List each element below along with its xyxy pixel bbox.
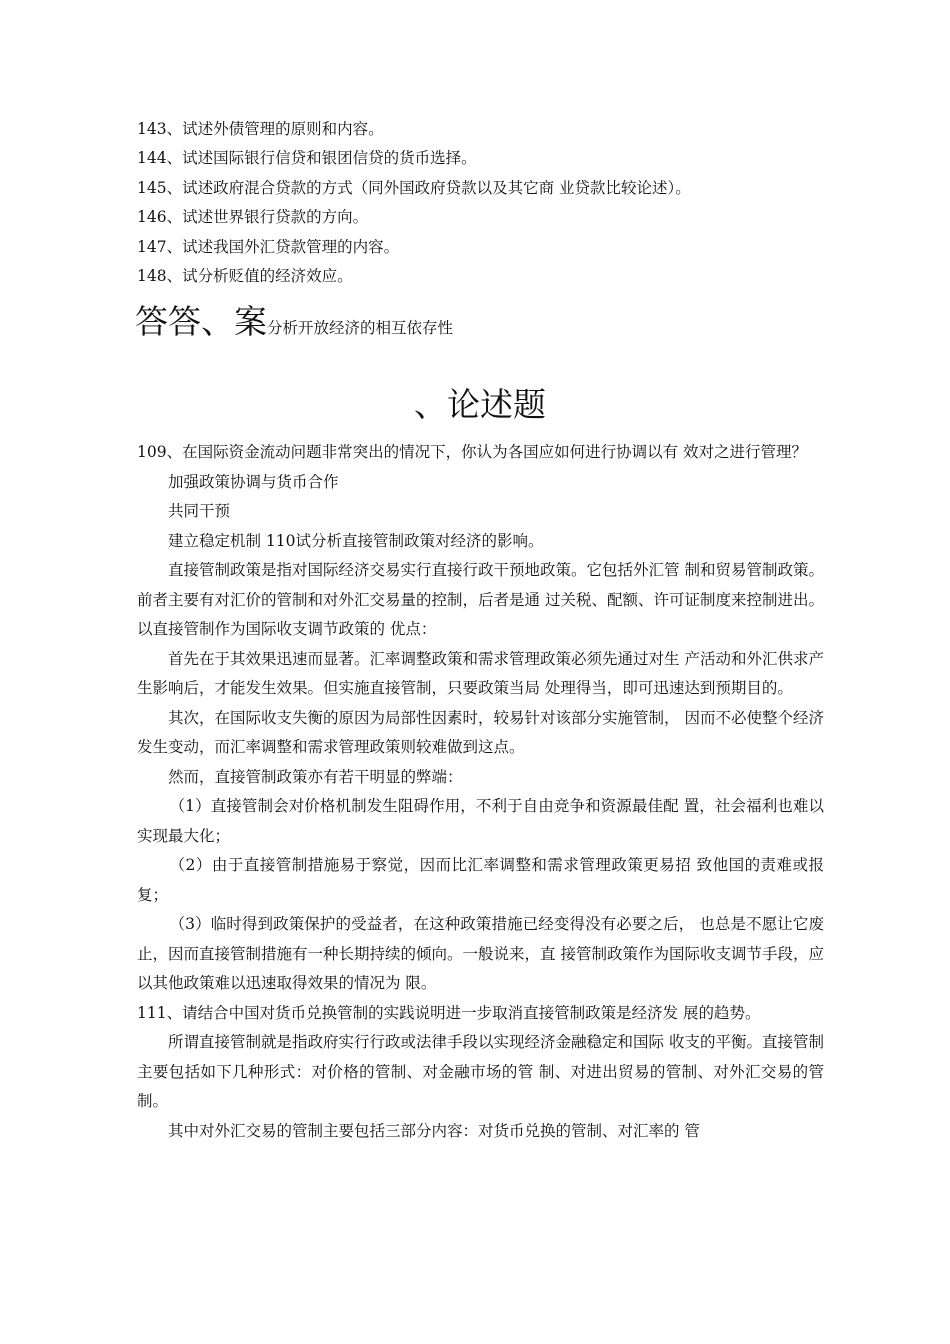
body-paragraph: 首先在于其效果迅速而显著。汇率调整政策和需求管理政策必须先通过对生 产活动和外汇供求产生影响后，才能发生效果。但实施直接管制，只要政策当局 处理得当，即可迅速达到预期目的。 xyxy=(137,649,824,697)
numbered-paragraph: （1）直接管制会对价格机制发生阻碍作用，不利于自由竞争和资源最佳配 置，社会福利也难以实现最大化； xyxy=(137,797,824,845)
question-paragraph: 111、请结合中国对货币兑换管制的实践说明进一步取消直接管制政策是经济发 展的趋势。 xyxy=(137,1003,761,1022)
essay-body xyxy=(137,438,824,1146)
question-item: 144、试述国际银行信贷和银团信贷的货币选择。 xyxy=(137,149,477,168)
numbered-paragraph: （3）临时得到政策保护的受益者，在这种政策措施已经变得没有必要之后， 也总是不愿让它废止，因而直接管制措施有一种长期持续的倾向。一般说来，直 接管制政策作为国际收支调节手段，应以其他政策难以迅速取得效果的情况为 限。 xyxy=(137,915,824,992)
body-paragraph: 其中对外汇交易的管制主要包括三部分内容：对货币兑换的管制、对汇率的 管 xyxy=(168,1121,700,1140)
answer-point: 加强政策协调与货币合作 xyxy=(168,472,339,491)
answer-point: 建立稳定机制 110试分析直接管制政策对经济的影响。 xyxy=(168,531,544,550)
answer-heading-small: 分析开放经济的相互依存性 xyxy=(267,319,454,337)
body-paragraph: 直接管制政策是指对国际经济交易实行直接行政干预地政策。它包括外汇管 制和贸易管制政策。前者主要有对汇价的管制和对外汇交易量的控制，后者是通 过关税、配额、许可证制度来控制进出。以直接管制作为国际收支调节政策的 优点： xyxy=(137,561,824,638)
question-list xyxy=(137,115,837,291)
question-item: 146、试述世界银行贷款的方向。 xyxy=(137,208,369,227)
question-item: 145、试述政府混合贷款的方式（同外国政府贷款以及其它商 业贷款比较论述）。 xyxy=(137,178,691,197)
answer-heading-large: 答答、案 xyxy=(135,302,267,341)
body-paragraph: 所谓直接管制就是指政府实行行政或法律手段以实现经济金融稳定和国际 收支的平衡。直接管制主要包括如下几种形式：对价格的管制、对金融市场的管 制、对进出贸易的管制、对外汇交易的管制。 xyxy=(137,1033,824,1110)
section-title: 、论述题 xyxy=(414,385,546,424)
body-paragraph: 其次，在国际收支失衡的原因为局部性因素时，较易针对该部分实施管制， 因而不必使整个经济发生变动，而汇率调整和需求管理政策则较难做到这点。 xyxy=(137,708,824,756)
question-item: 148、试分析贬值的经济效应。 xyxy=(137,267,353,286)
answer-heading xyxy=(135,297,453,347)
body-paragraph: 然而，直接管制政策亦有若干明显的弊端： xyxy=(168,767,463,786)
numbered-paragraph: （2）由于直接管制措施易于察觉，因而比汇率调整和需求管理政策更易招 致他国的责难或报复； xyxy=(137,856,824,904)
question-item: 143、试述外债管理的原则和内容。 xyxy=(137,120,384,138)
question-paragraph: 109、在国际资金流动问题非常突出的情况下，你认为各国应如何进行协调以有 效对之进行管理？ xyxy=(137,443,808,461)
question-item: 147、试述我国外汇贷款管理的内容。 xyxy=(137,237,400,256)
answer-point: 共同干预 xyxy=(168,502,231,520)
